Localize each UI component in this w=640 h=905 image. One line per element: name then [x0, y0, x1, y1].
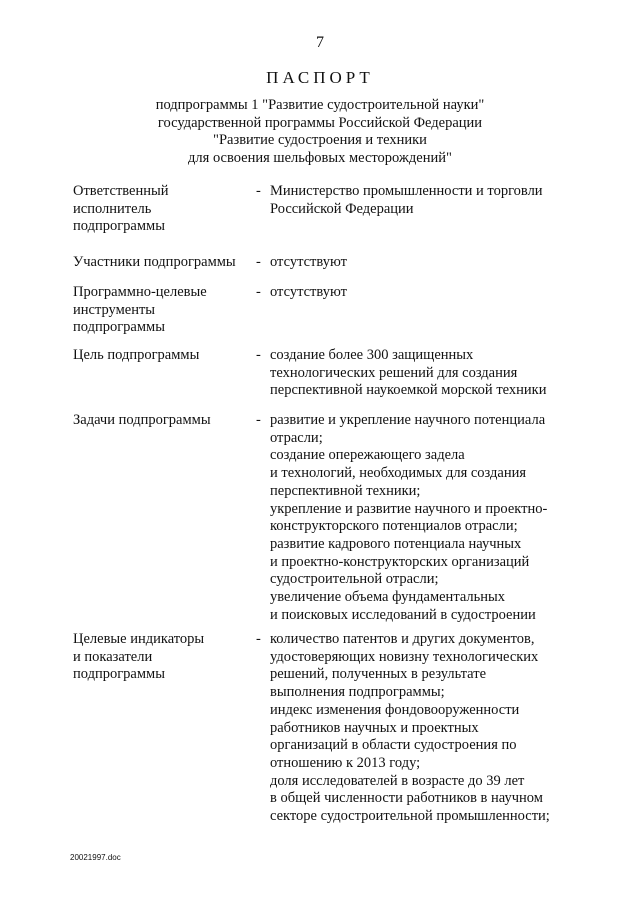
row-value: [270, 183, 610, 218]
row-label-line: исполнитель: [73, 200, 152, 217]
row-label-line: Задачи подпрограммы: [73, 412, 211, 428]
row-value-line: укрепление и развитие научного и проектно-: [270, 500, 548, 517]
row-dash: -: [256, 631, 261, 647]
row-value-line: Министерство промышленности и торговли: [270, 183, 543, 199]
row-value-line: развитие и укрепление научного потенциала: [270, 412, 546, 428]
row-label-line: Целевые индикаторы: [73, 631, 205, 647]
row-label-line: Ответственный: [73, 183, 169, 199]
row-value-line: увеличение объема фундаментальных: [270, 589, 505, 606]
row-label: [73, 631, 253, 684]
row-label-line: подпрограммы: [73, 218, 165, 235]
document-filename: 20021997.doc: [70, 853, 121, 862]
row-value-line: решений, полученных в результате: [270, 666, 486, 683]
row-value-line: развитие кадрового потенциала научных: [270, 535, 522, 552]
row-dash: -: [256, 347, 261, 363]
row-dash: -: [256, 254, 261, 270]
row-value-line: индекс изменения фондовооруженности: [270, 701, 520, 718]
row-label: [73, 254, 253, 272]
row-value-line: конструкторского потенциалов отрасли;: [270, 518, 518, 535]
row-value-line: выполнения подпрограммы;: [270, 684, 445, 701]
row-label: [73, 412, 253, 430]
row-label-line: Программно-целевые: [73, 284, 207, 300]
row-value-line: судостроительной отрасли;: [270, 571, 439, 588]
document-subtitle: [0, 97, 640, 167]
row-label: [73, 347, 253, 365]
row-label-line: Цель подпрограммы: [73, 347, 200, 363]
row-value-line: создание более 300 защищенных: [270, 347, 474, 363]
row-label-line: и показатели: [73, 648, 153, 665]
row-value-line: работников научных и проектных: [270, 719, 479, 736]
subtitle-line: для освоения шельфовых месторождений": [188, 149, 452, 166]
row-value-line: и проектно-конструкторских организаций: [270, 553, 530, 570]
row-value-line: количество патентов и других документов,: [270, 631, 535, 647]
row-value-line: в общей численности работников в научном: [270, 790, 543, 807]
row-value-line: перспективной техники;: [270, 482, 421, 499]
row-label: [73, 284, 253, 337]
row-value-line: удостоверяющих новизну технологических: [270, 648, 539, 665]
subtitle-line: государственной программы Российской Федерации: [157, 114, 483, 131]
row-dash: -: [256, 284, 261, 300]
row-label: [73, 183, 253, 236]
row-label-line: Участники подпрограммы: [73, 254, 236, 270]
row-value: [270, 347, 610, 400]
row-value: [270, 631, 610, 826]
row-value-line: технологических решений для создания: [270, 364, 518, 381]
row-value-line: отрасли;: [270, 429, 323, 446]
row-label-line: подпрограммы: [73, 319, 165, 336]
row-dash: -: [256, 183, 261, 199]
row-dash: -: [256, 412, 261, 428]
row-value-line: отсутствуют: [270, 284, 347, 300]
row-value-line: и поисковых исследований в судостроении: [270, 606, 536, 623]
subtitle-line: подпрограммы 1 "Развитие судостроительной науки": [155, 97, 485, 113]
row-value-line: организаций в области судостроения по: [270, 737, 517, 754]
row-value-line: секторе судостроительной промышленности;: [270, 808, 550, 825]
row-value: [270, 254, 610, 272]
row-label-line: инструменты: [73, 301, 156, 318]
row-value-line: создание опережающего задела: [270, 447, 465, 464]
row-value-line: и технологий, необходимых для создания: [270, 465, 527, 482]
row-value-line: перспективной наукоемкой морской техники: [270, 382, 547, 399]
row-value-line: доля исследователей в возрасте до 39 лет: [270, 772, 525, 789]
row-label-line: подпрограммы: [73, 666, 165, 683]
page-number: 7: [316, 34, 324, 51]
row-value: [270, 284, 610, 302]
row-value-line: отношению к 2013 году;: [270, 754, 421, 771]
row-value: [270, 412, 610, 624]
row-value-line: отсутствуют: [270, 254, 347, 270]
row-value-line: Российской Федерации: [270, 200, 414, 217]
subtitle-line: "Развитие судостроения и техники: [213, 132, 427, 148]
document-title: ПАСПОРТ: [266, 68, 374, 87]
